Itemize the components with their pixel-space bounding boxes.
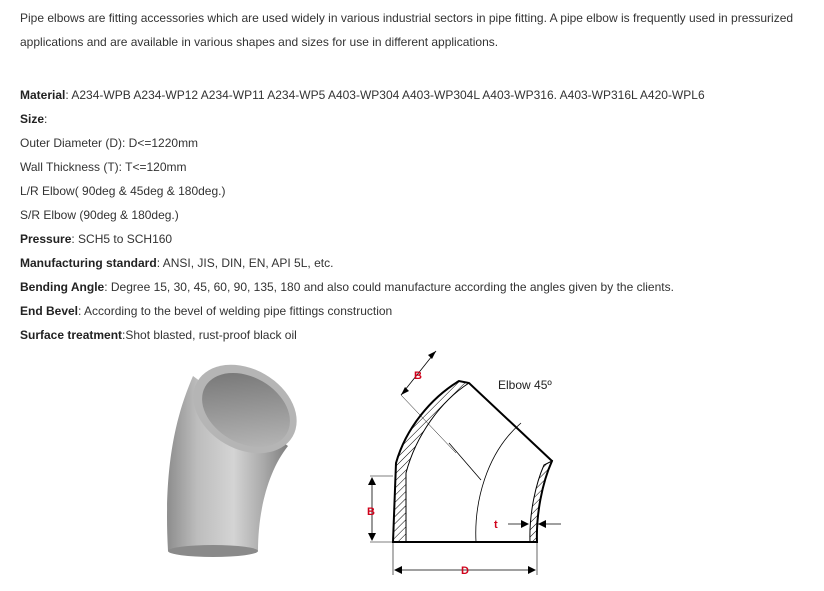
spec-value: : According to the bevel of welding pipe fittings construction — [78, 304, 393, 318]
spec-label: Material — [20, 88, 66, 102]
spec-sr-elbow: S/R Elbow (90deg & 180deg.) — [20, 208, 179, 222]
dimension-d: D — [461, 565, 469, 577]
spec-value: : — [44, 112, 48, 126]
spec-material — [20, 83, 820, 107]
product-description — [20, 0, 820, 347]
spec-value: : A234-WPB A234-WP12 A234-WP11 A234-WP5 A403-WP304 A403-WP304L A403-WP316. A403-WP316L A420-WPL6 — [65, 88, 705, 102]
spec-end-bevel — [20, 299, 820, 323]
spec-label: Bending Angle — [20, 280, 105, 294]
spec-lr-elbow: L/R Elbow( 90deg & 45deg & 180deg.) — [20, 184, 226, 198]
spec-outer-diameter: Outer Diameter (D): D<=1220mm — [20, 136, 199, 150]
elbow-photo — [163, 351, 303, 561]
spec-label: End Bevel — [20, 304, 79, 318]
spec-size — [20, 107, 820, 131]
spec-value: :Shot blasted, rust-proof black oil — [122, 328, 297, 342]
spec-value: : Degree 15, 30, 45, 60, 90, 135, 180 and also could manufacture according the angles given by the clients. — [104, 280, 674, 294]
dimension-b-left: B — [367, 506, 375, 518]
spec-label: Pressure — [20, 232, 72, 246]
elbow-45-drawing — [356, 343, 596, 583]
spec-value: : ANSI, JIS, DIN, EN, API 5L, etc. — [156, 256, 334, 270]
spec-manufacturing-standard — [20, 251, 820, 275]
spec-label: Surface treatment — [20, 328, 123, 342]
spec-bending-angle — [20, 275, 820, 299]
dimension-t: t — [494, 519, 498, 531]
dimension-b-top: B — [414, 370, 422, 382]
spec-wall-thickness: Wall Thickness (T): T<=120mm — [20, 160, 187, 174]
intro-paragraph: Pipe elbows are fitting accessories which are used widely in various industrial sectors in pipe fitting. A pipe elbow is frequently used in pressurized applications and are available in various shapes and sizes for use in different applications. — [20, 11, 794, 49]
spec-label: Manufacturing standard — [20, 256, 157, 270]
diagram-title: Elbow 45º — [498, 378, 552, 392]
spec-list — [20, 83, 820, 347]
spec-label: Size — [20, 112, 45, 126]
spec-pressure — [20, 227, 820, 251]
spec-value: : SCH5 to SCH160 — [71, 232, 173, 246]
